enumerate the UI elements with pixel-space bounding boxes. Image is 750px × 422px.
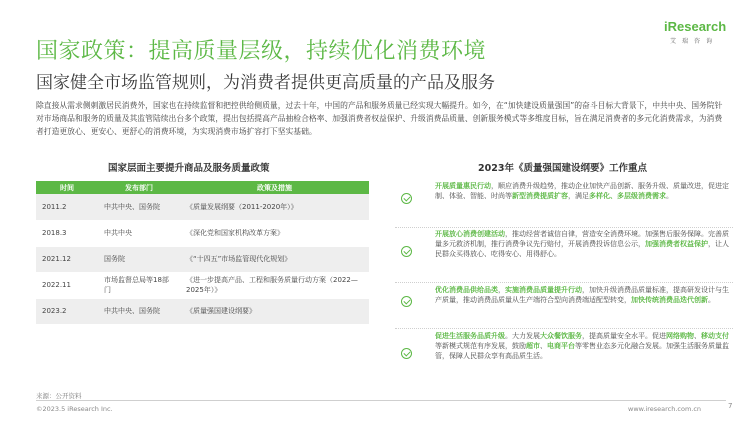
body-text: 。 <box>666 192 673 200</box>
body-text: ，加快升级消费品质量标准，提高研发设计与生产质量，推动消费品质量从生产端符合型向消费端适配型转变， <box>435 286 729 304</box>
policy-table <box>36 181 369 325</box>
highlight-text: 电商平台 <box>547 342 575 350</box>
body-text: 等零售业 <box>575 342 603 350</box>
highlight-text: 超市 <box>526 342 540 350</box>
page-title: 国家政策：提高质量层级，持续优化消费环境 <box>36 39 487 64</box>
cell-time: 2023.2 <box>36 298 98 324</box>
highlight-text: 新型消费提质扩容 <box>512 192 568 200</box>
header-dept: 发布部门 <box>98 181 180 194</box>
logo-cn: 艾瑞咨询 <box>670 38 719 45</box>
table-row <box>36 272 369 298</box>
cell-time: 2021.12 <box>36 246 98 272</box>
cell-policy: 《质量发展纲要（2011-2020年）》 <box>180 194 369 220</box>
highlight-text: 开展放心消费创建活动 <box>435 230 505 238</box>
website: www.iresearch.com.cn <box>628 405 702 413</box>
focus-item-text <box>435 331 731 361</box>
body-text: 。大力发展 <box>505 332 540 340</box>
highlight-text: 优化消费品供给品类 <box>435 286 498 294</box>
right-section-title: 2023年《质量强国建设纲要》工作重点 <box>478 163 647 174</box>
body-text: ，顺应消费升级趋势，推动企业加快产品创新、服务升级、质量改进，促进定制、体验、智能、时尚等 <box>435 182 729 200</box>
body-text: 等新模式规范有序发展，鼓励 <box>435 342 526 350</box>
source-note: 来源：公开资料 <box>36 392 82 400</box>
body-text: 、 <box>694 332 701 340</box>
page-subtitle: 国家健全市场监管规则，为消费者提供更高质量的产品及服务 <box>36 73 495 93</box>
iresearch-logo: iResearch 艾瑞咨询 <box>664 19 727 45</box>
focus-item-text <box>435 285 731 305</box>
footer-divider <box>36 400 726 401</box>
divider <box>395 328 733 329</box>
cell-policy: 《质量强国建设纲要》 <box>180 298 369 324</box>
cell-time: 2022.11 <box>36 272 98 298</box>
focus-item-text <box>435 181 731 201</box>
check-circle-icon <box>401 348 412 359</box>
logo-brand: Research <box>667 19 727 34</box>
header-time: 时间 <box>36 181 98 194</box>
focus-item-text <box>435 229 731 259</box>
body-text: ， <box>498 286 505 294</box>
cell-dept: 中共中央 <box>98 220 180 246</box>
check-circle-icon <box>401 296 412 307</box>
table-row <box>36 298 369 324</box>
policy-table-header <box>36 181 369 194</box>
highlight-text: 大众餐饮服务 <box>540 332 582 340</box>
highlight-text: 加强消费者权益保护 <box>645 240 708 248</box>
highlight-text: 网络购物 <box>666 332 694 340</box>
highlight-text: 多样化、多层级消费需求 <box>589 192 666 200</box>
cell-dept: 国务院 <box>98 246 180 272</box>
highlight-text: 促进生活服务品质升级 <box>435 332 505 340</box>
body-text: 、 <box>540 342 547 350</box>
cell-dept: 中共中央、国务院 <box>98 298 180 324</box>
body-text: ，让人民群众买得放心、吃得安心、用得舒心。 <box>435 240 729 258</box>
copyright: ©2023.5 iResearch Inc. <box>36 405 113 413</box>
divider <box>395 227 733 228</box>
cell-dept: 中共中央、国务院 <box>98 194 180 220</box>
cell-policy: 《“十四五”市场监管现代化规划》 <box>180 246 369 272</box>
body-text: ，提高质量安全水平。促进 <box>582 332 666 340</box>
cell-policy: 《深化党和国家机构改革方案》 <box>180 220 369 246</box>
cell-time: 2018.3 <box>36 220 98 246</box>
body-text: 态多元化融合发展。加强生活服务质量监管，保障人民群众享有高品质生活。 <box>435 342 729 360</box>
table-row <box>36 246 369 272</box>
page-number: 7 <box>728 402 733 410</box>
cell-policy: 《进一步提高产品、工程和服务质量行动方案（2022—2025年）》 <box>180 272 369 298</box>
highlight-text: 移动支付 <box>701 332 729 340</box>
highlight-text: 实施消费品质量提升行动 <box>505 286 582 294</box>
highlight-text: 加快传统消费品迭代创新 <box>631 296 708 304</box>
check-circle-icon <box>401 246 412 257</box>
table-row <box>36 220 369 246</box>
header-policy: 政策及措施 <box>180 181 369 194</box>
body-text: 。 <box>708 296 715 304</box>
intro-paragraph: 除直接从需求侧刺激居民消费外，国家也在持续监督和把控供给侧质量，过去十年，中国的产品和服务质量已经实现大幅提升。如今，在“加快建设质量强国”的奋斗目标大背景下，中共中央、国务院针对市场商品和服务的质量及其监管陆续出台多个政策，提出包括提高产品抽检合格率、加强消费者权益保护、升级消费品质量、创新服务模式等多维度目标，旨在满足消费者的多元化消费需求，为消费者打造更放心、更安心、更舒心的消费环境，为实现消费市场扩容打下坚实基础。 <box>36 101 723 136</box>
cell-time: 2011.2 <box>36 194 98 220</box>
body-text: ，满足 <box>568 192 589 200</box>
divider <box>395 282 733 283</box>
highlight-text: 开展质量惠民行动 <box>435 182 491 190</box>
table-row <box>36 194 369 220</box>
check-circle-icon <box>401 193 412 204</box>
cell-dept: 市场监督总局等18部门 <box>98 272 180 298</box>
left-section-title: 国家层面主要提升商品及服务质量政策 <box>108 163 270 174</box>
body-text: ，推动经营者诚信自律，营造安全消费环境。加强售后服务保障。完善质量多元救济机制，推行消费争议先行赔付，开展消费投诉信息公示， <box>435 230 729 248</box>
